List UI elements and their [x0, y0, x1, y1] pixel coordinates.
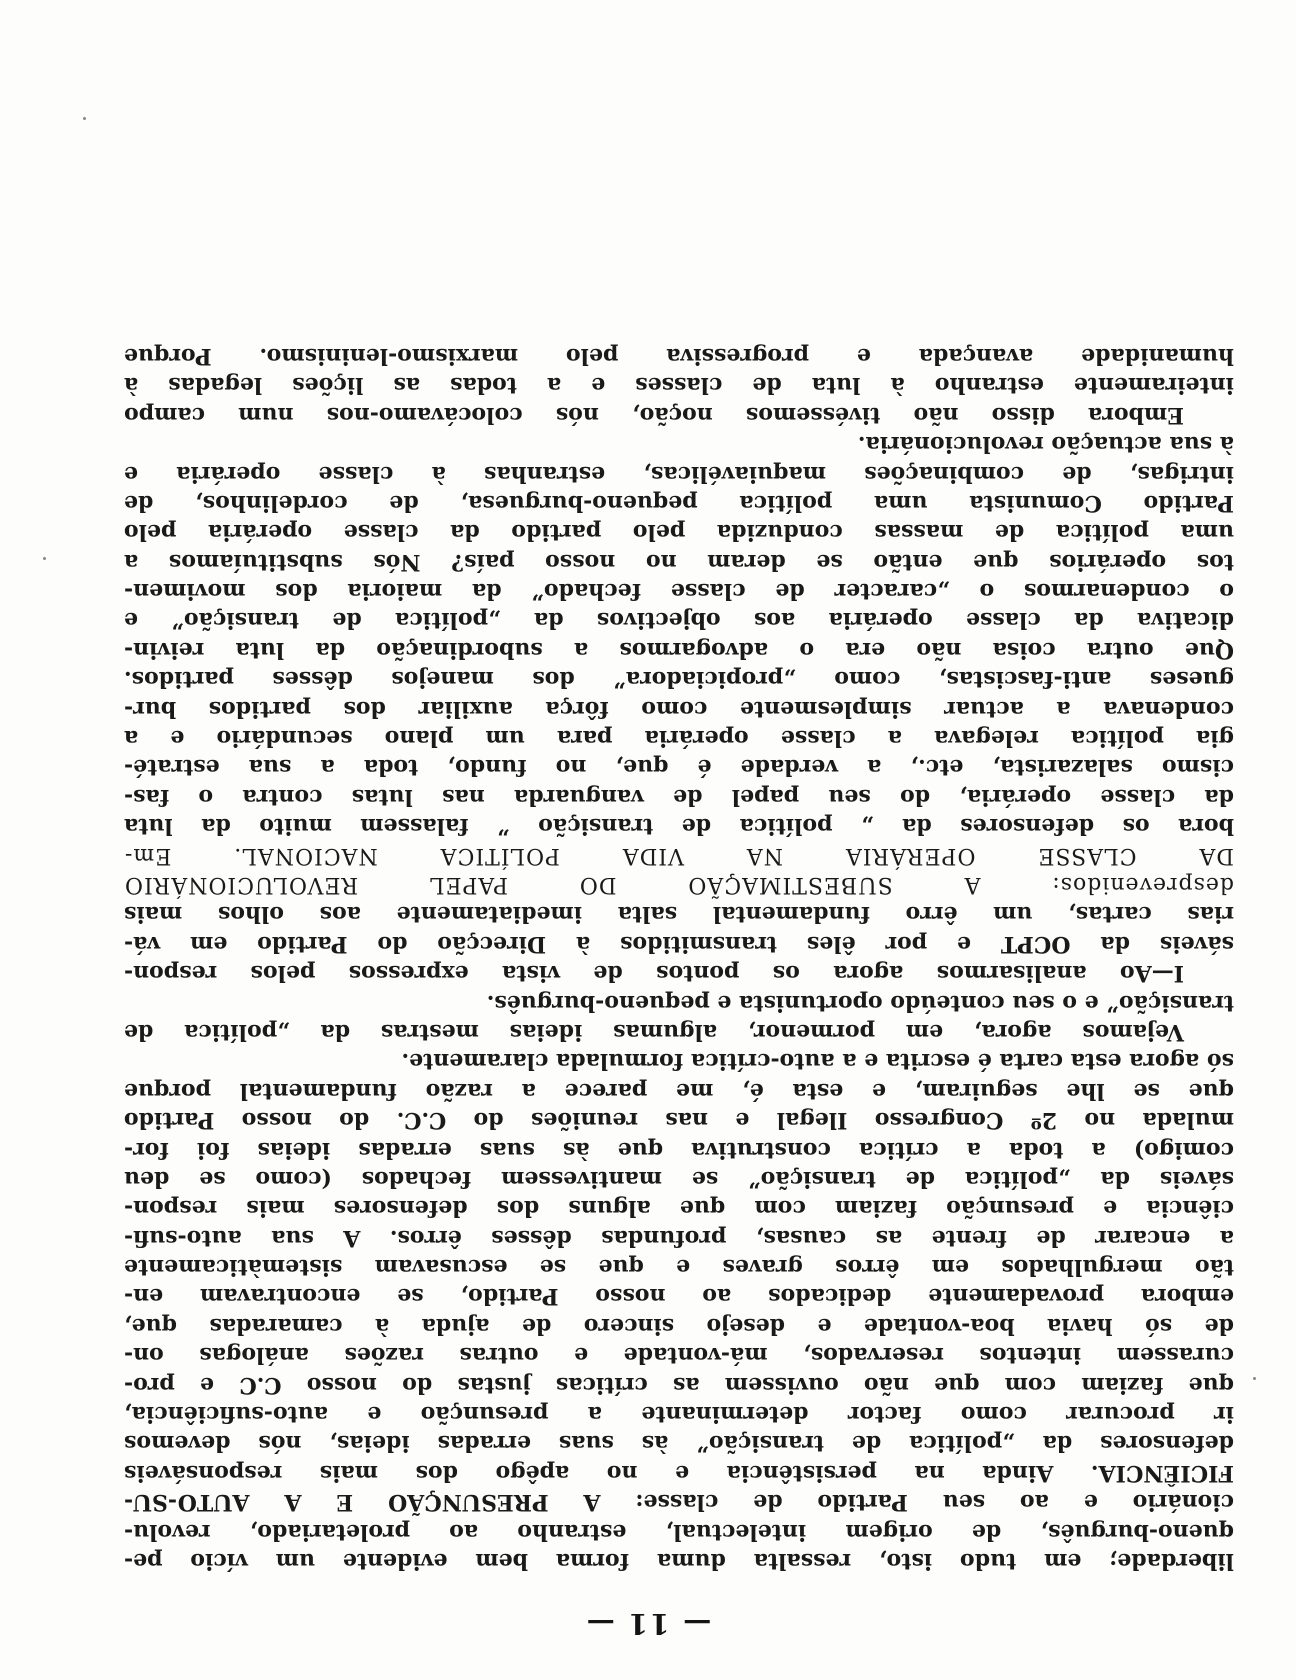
text-line: inteiramente estranho à luta de classes e a todas as lições legadas à — [124, 372, 1234, 399]
text-line: FICIÊNCIA. Ainda na persistência e no apêgo dos mais responsáveis — [124, 1459, 1234, 1486]
text-line: I—Ao analisarmos agora os pontos de vista expressos pelos respon- — [124, 960, 1184, 987]
text-line: humanidade avançada e progressiva pelo marxismo-leninismo. Porque — [124, 342, 1234, 369]
text-line: sáveis da OCPT e por êles transmitidos à Direcção do Partido em vá- — [124, 930, 1234, 957]
text-line: comigo) a toda a crítica construtiva que às suas erradas ideias foi for- — [124, 1136, 1234, 1163]
text-line: defensores da „política de transição” às suas erradas ideias, nós devemos — [124, 1430, 1234, 1457]
text-line: Vejamos agora, em pormenor, algumas ideias mestras da „política de — [124, 1018, 1184, 1045]
text-line: da classe operária, do seu papel de vanguarda nas lutas contra o fas- — [124, 783, 1234, 810]
text-line: gueses anti-fascistas, como „propiciadora” dos manejos dêsses partidos. — [124, 666, 1234, 693]
text-line: só agora esta carta é escrita e a auto-crítica formulada claramente. — [401, 1048, 1234, 1075]
text-line: uma política de massas conduzida pelo partido da classe operária pelo — [124, 519, 1234, 546]
text-line: cismo salazarista, etc., a verdade é que, no fundo, toda a sua estraté- — [124, 754, 1234, 781]
text-line: Que outra coisa não era o advogarmos a subordinação da luta reivin- — [124, 636, 1234, 663]
text-line: de só havia boa-vontade e desejo sincero de ajuda à camaradas que, — [124, 1312, 1234, 1339]
text-line: rias cartas, um êrro fundamental salta imediatamente aos olhos mais — [124, 901, 1234, 928]
text-line: gia política relegava a classe operária para um plano secundário e a — [124, 725, 1234, 752]
text-line: condenava a actuar simplesmente como fôrça auxiliar dos partidos bur- — [124, 695, 1234, 722]
text-line: cionário e ao seu Partido de classe: A PRESUNÇÃO E A AUTO-SU- — [124, 1489, 1234, 1516]
paper-speck — [83, 117, 86, 120]
text-line: intrigas, de combinações maquiavélicas, estranhas à classe operária e — [124, 460, 1234, 487]
text-line: ir procurar como factor determinante a presunção e auto-suficiência, — [124, 1401, 1234, 1428]
text-line: que faziam com que não ouvissem as críticas justas do nosso C.C e pro- — [124, 1371, 1234, 1398]
page-number: — 11 — — [584, 1607, 712, 1640]
text-line: dicativa da classe operária aos objectivos da „política de transição” e — [124, 607, 1234, 634]
text-line: a encarar de frente as causas, profundas dêsses êrros. A sua auto-sufi- — [124, 1224, 1234, 1251]
section-heading-line: desprevenidos: A SUBESTIMAÇÃO DO PAPEL REVOLUCIONÁRIO — [124, 872, 1234, 898]
text-line: curassem intentos reservados, má-vontade e outras razões análogas on- — [124, 1342, 1234, 1369]
paper-speck — [1253, 1377, 1256, 1380]
text-line: embora provadamente dedicados ao nosso Partido, se encontravam en- — [124, 1283, 1234, 1310]
text-line: sáveis da „política de transição” se mantivessem fechados (como se deu — [124, 1165, 1234, 1192]
text-line: mulada no 2º Congresso Ilegal e nas reuniões do C.C. do nosso Partido — [124, 1107, 1234, 1134]
paper-speck — [43, 557, 46, 560]
text-line: Partido Comunista uma política pequeno-burguesa, de cordelinhos, de — [124, 489, 1234, 516]
text-line: bora os defensores da „ política de transição ” falassem muito da luta — [124, 813, 1234, 840]
text-line: Embora disso não tivéssemos noção, nós colocávamo-nos num campo — [124, 401, 1184, 428]
text-line: queno-burguês, de origem intelectual, estranho ao proletariado, revolu- — [124, 1518, 1234, 1545]
text-line: transição” e o seu conteúdo oportunista e pequeno-burguês. — [486, 989, 1234, 1016]
text-line: que se lhe seguiram, e esta é, me parece a razão fundamental porque — [124, 1077, 1234, 1104]
body-text — [124, 341, 1234, 1575]
text-line: à sua actuação revolucionária. — [857, 431, 1234, 458]
text-line: tos operários que então se deram no nosso país? Nós substituíamos a — [124, 548, 1234, 575]
section-heading-line: DA CLASSE OPERÁRIA NA VIDA POLÍTICA NACIONAL. Em- — [124, 842, 1234, 868]
text-line: liberdade; em tudo isto, ressalta duma forma bem evidente um vício pe- — [124, 1548, 1234, 1574]
text-line: ciência e presunção faziam com que alguns dos defensores mais respon- — [124, 1195, 1234, 1222]
text-line: tão mergulhados em êrros graves e que se escusavam sistemàticamente — [124, 1254, 1234, 1281]
text-line: o condenarmos o „caracter de classe fechado” da maioria dos movimen- — [124, 578, 1234, 605]
